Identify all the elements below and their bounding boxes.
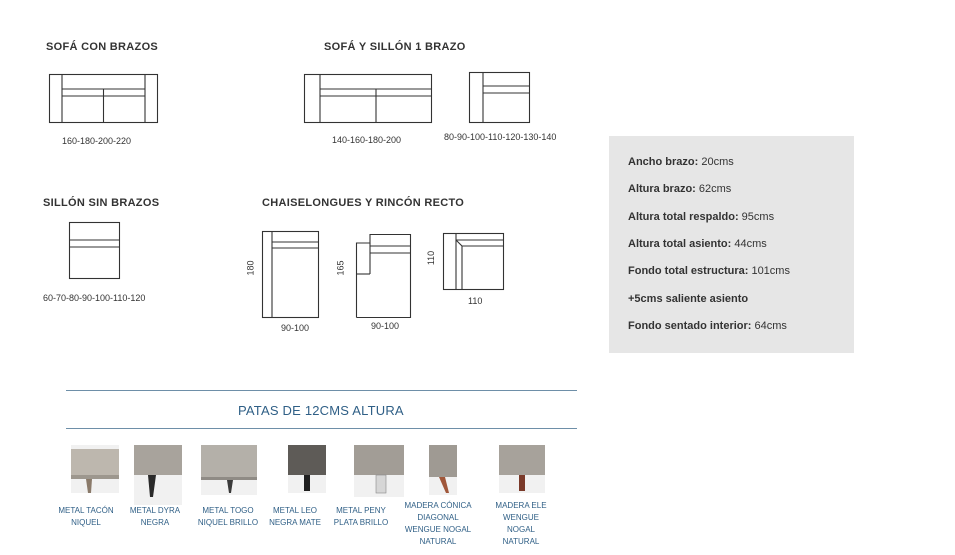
legs-bottom-rule xyxy=(66,428,577,429)
chaiselongue-b-diagram xyxy=(356,234,412,318)
sillon-sin-brazos-diagram xyxy=(69,222,121,280)
sofa-con-brazos-diagram xyxy=(49,74,159,124)
sofa-1-brazo-title: SOFÁ Y SILLÓN 1 BRAZO xyxy=(324,41,466,53)
sillon-1-brazo-dims: 80-90-100-110-120-130-140 xyxy=(444,132,557,142)
metal-peny-plata-brillo-image xyxy=(354,445,404,497)
sofa-1-brazo-diagram xyxy=(304,74,434,124)
leg-label: MADERA CÓNICA DIAGONAL WENGUE NOGAL NATURAL xyxy=(404,501,472,546)
metal-leo-negra-mate-image xyxy=(288,445,326,493)
spec-line: Altura brazo: 62cms xyxy=(628,183,732,195)
leg-label: METAL PENY PLATA BRILLO xyxy=(333,506,389,527)
sillon-sin-brazos-dims: 60-70-80-90-100-110-120 xyxy=(43,293,146,303)
metal-tacon-niquel-image xyxy=(71,445,119,493)
sillon-sin-brazos-title: SILLÓN SIN BRAZOS xyxy=(43,197,160,209)
metal-dyra-negra-image xyxy=(134,445,182,505)
spec-line: Altura total asiento: 44cms xyxy=(628,238,767,250)
leg-thumbnail-icon xyxy=(71,445,119,493)
leg-thumbnail-icon xyxy=(429,445,457,495)
leg-thumbnail-icon xyxy=(354,445,404,497)
sofa-1-brazo-dims: 140-160-180-200 xyxy=(332,135,402,145)
madera-ele-image xyxy=(499,445,545,493)
spec-line: Fondo sentado interior: 64cms xyxy=(628,320,787,332)
sofa-con-brazos-dims: 160-180-200-220 xyxy=(62,136,132,146)
chaiselongue-a-height: 180 xyxy=(245,260,256,276)
spec-line: Fondo total estructura: 101cms xyxy=(628,265,790,277)
rincon-recto-diagram xyxy=(443,233,505,291)
leg-label: METAL TACÓN NIQUEL xyxy=(58,506,114,527)
legs-title: PATAS DE 12CMS ALTURA xyxy=(238,403,404,418)
madera-conica-diagonal-image xyxy=(429,445,457,495)
leg-label: MADERA ELE WENGUE NOGAL NATURAL xyxy=(495,501,547,546)
chaiselongue-b-height: 165 xyxy=(335,260,346,276)
specs-panel xyxy=(609,136,854,353)
leg-thumbnail-icon xyxy=(288,445,326,493)
legs-top-rule xyxy=(66,390,577,391)
chaiselongues-title: CHAISELONGUES Y RINCÓN RECTO xyxy=(262,197,465,209)
chaiselongue-b-width: 90-100 xyxy=(371,321,400,331)
chaiselongue-a-diagram xyxy=(262,231,320,319)
spec-line: Altura total respaldo: 95cms xyxy=(628,211,775,223)
leg-thumbnail-icon xyxy=(499,445,545,493)
leg-thumbnail-icon xyxy=(134,445,182,505)
leg-label: METAL DYRA NEGRA xyxy=(129,506,181,527)
leg-thumbnail-icon xyxy=(201,445,257,495)
spec-line: +5cms saliente asiento xyxy=(628,293,749,305)
leg-label: METAL TOGO NIQUEL BRILLO xyxy=(197,506,259,527)
rincon-recto-width: 110 xyxy=(468,296,483,306)
leg-label: METAL LEO NEGRA MATE xyxy=(269,506,321,527)
sillon-1-brazo-diagram xyxy=(469,72,531,124)
sofa-con-brazos-title: SOFÁ CON BRAZOS xyxy=(46,41,159,53)
chaiselongue-a-width: 90-100 xyxy=(281,323,310,333)
spec-line: Ancho brazo: 20cms xyxy=(628,156,734,168)
metal-togo-niquel-brillo-image xyxy=(201,445,257,495)
rincon-recto-height: 110 xyxy=(426,250,437,266)
